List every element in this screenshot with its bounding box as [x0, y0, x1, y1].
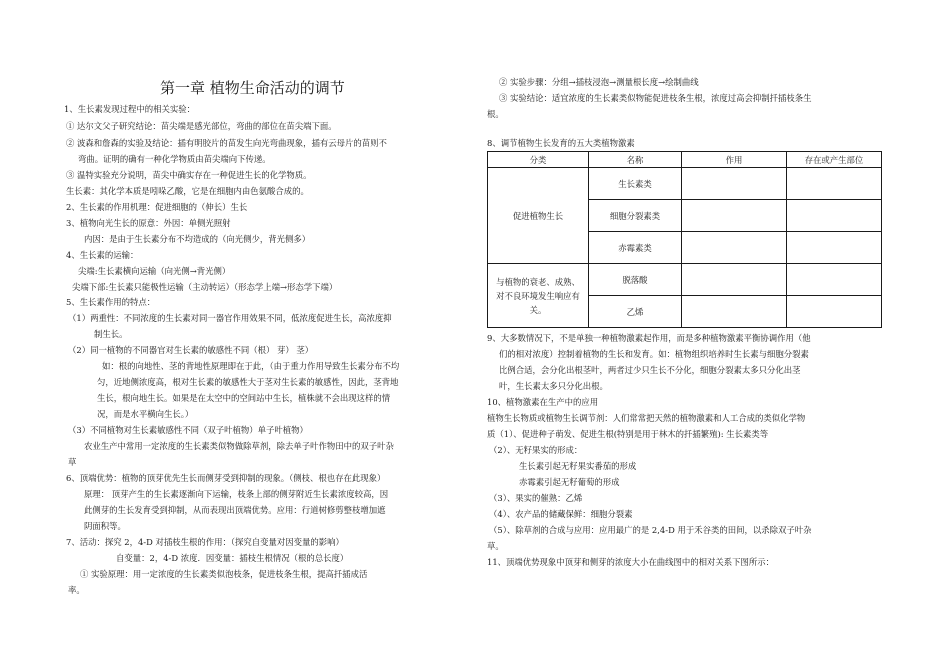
- right-line: 草。: [487, 541, 504, 551]
- left-line: 此侧芽的生长发育受到抑制，从而表现出顶端优势。应用：行道树修剪整枝增加遮: [84, 505, 386, 515]
- table-location-cell: [787, 168, 882, 200]
- right-line: ② 实验步骤：分组→插枝浸泡→测量根长度→绘制曲线: [499, 77, 699, 87]
- left-line: （1）两重性：不同浓度的生长素对同一器官作用效果不同，低浓度促进生长，高浓度抑: [68, 313, 392, 323]
- right-line: 质（1）、促进种子萌发、促进生根(特别是用于林木的扦插繁殖): 生长素类等: [487, 429, 769, 439]
- section-6-heading: 6、顶端优势：植物的顶芽优先生长而侧芽受到抑制的现象。（侧枝、根也存在此现象）: [66, 473, 386, 483]
- section-2-heading: 2、生长素的作用机理：促进细胞的（伸长）生长: [66, 202, 248, 212]
- left-line: 农业生产中常用一定浓度的生长素类似物做除草剂，除去单子叶作物田中的双子叶杂: [84, 441, 394, 451]
- left-line: 匀，近地侧浓度高，根对生长素的敏感性大于茎对生长素的敏感性，因此，茎背地: [97, 377, 399, 387]
- table-hormone-name: 赤霉素类: [589, 232, 682, 264]
- table-effect-cell: [682, 232, 787, 264]
- right-line: 比例合适，会分化出根茎叶，两者过少只生长不分化，细胞分裂素太多只分化出茎: [499, 365, 801, 375]
- left-line: 自变量：2，4-D 浓度．因变量：插枝生根情况（根的总长度）: [116, 553, 349, 563]
- right-line: 植物生长物质或植物生长调节剂：人们常常把天然的植物激素和人工合成的类似化学物: [487, 413, 806, 423]
- table-category-cell: [488, 264, 589, 328]
- section-1-heading: 1、生长素发现过程中的相关实验：: [64, 104, 195, 114]
- right-line: 生长素引起无籽果实番茄的形成: [519, 461, 637, 471]
- right-line: 根。: [487, 109, 504, 119]
- section-3-heading: 3、植物向光生长的原意：外因：单侧光照射: [66, 218, 231, 228]
- left-line: 生长，根向地生长。如果是在太空中的空间站中生长，植株就不会出现这样的情: [97, 393, 391, 403]
- table-hormone-name: 乙烯: [589, 296, 682, 328]
- table-category-cell: 促进植物生长: [488, 168, 589, 264]
- left-line: 率。: [68, 585, 85, 595]
- right-line: （3）、果实的催熟：乙烯: [489, 493, 583, 503]
- table-header-row: [488, 152, 882, 168]
- section-5-heading: 5、生长素作用的特点：: [66, 297, 156, 307]
- hormone-table: [487, 151, 882, 328]
- table-header-cell: 分类: [488, 152, 589, 168]
- left-line: 尖端:生长素横向运输（向光侧→背光侧）: [78, 266, 231, 276]
- section-7-heading: 7、活动：探究 2，4-D 对插枝生根的作用：（探究自变量对因变量的影响）: [66, 537, 344, 547]
- left-line: （3）不同植物对生长素敏感性不同（双子叶植物）单子叶植物）: [68, 425, 308, 435]
- table-effect-cell: [682, 296, 787, 328]
- left-line: 如：根的向地性、茎的背地性原理即在于此，（由于重力作用导致生长素分布不均: [102, 361, 400, 371]
- table-location-cell: [787, 200, 882, 232]
- table-effect-cell: [682, 168, 787, 200]
- left-line: 弯曲。证明的确有一种化学物质由苗尖端向下传递。: [78, 154, 271, 164]
- left-line: 生长素：其化学本质是吲哚乙酸，它是在细胞内由色氨酸合成的。: [66, 186, 309, 196]
- left-line: 阴面积等。: [84, 521, 126, 531]
- left-line: 制生长。: [94, 329, 128, 339]
- left-line: ① 实验原理：用一定浓度的生长素类似泡枝条，促进枝条生根，提高扦插成活: [80, 569, 368, 579]
- left-line: 草: [68, 457, 77, 467]
- right-line: ③ 实验结论：适宜浓度的生长素类似物能促进枝条生根，浓度过高会抑制扦插枝条生: [499, 93, 812, 103]
- table-location-cell: [787, 296, 882, 328]
- table-row: [488, 168, 882, 200]
- right-line: （4）、农产品的储藏保鲜：细胞分裂素: [489, 509, 633, 519]
- left-line: ① 达尔文父子研究结论：苗尖端是感光部位，弯曲的部位在苗尖端下面。: [66, 121, 337, 131]
- page-title: 第一章 植物生命活动的调节: [160, 79, 345, 97]
- table-hormone-name: 脱落酸: [589, 264, 682, 296]
- table-hormone-name: 生长素类: [589, 168, 682, 200]
- left-line: （2）同一植物的不同器官对生长素的敏感性不同（根） 芽） 茎）: [68, 345, 314, 355]
- right-line: （5）、除草剂的合成与应用：应用最广的是 2,4-D 用于禾谷类的田间，以杀除双子叶杂: [489, 525, 812, 535]
- table-location-cell: [787, 264, 882, 296]
- right-line: （2）、无籽果实的形成：: [489, 445, 583, 455]
- right-line: 们的相对浓度）控制着植物的生长和发育。如：植物组织培养时生长素与细胞分裂素: [499, 349, 809, 359]
- table-effect-cell: [682, 200, 787, 232]
- section-10-heading: 10、植物激素在生产中的应用: [487, 397, 599, 407]
- left-line: ③ 温特实验充分说明，苗尖中确实存在一种促进生长的化学物质。: [66, 170, 312, 180]
- left-line: 原理： 顶芽产生的生长素逐渐向下运输，枝条上部的侧芽附近生长素浓度较高，因: [84, 489, 389, 499]
- right-line: 叶，生长素太多只分化出根。: [499, 381, 608, 391]
- section-4-heading: 4、生长素的运输：: [66, 250, 139, 260]
- section-11-heading: 11、顶端优势现象中顶芽和侧芽的浓度大小在曲线图中的相对关系下图所示：: [487, 557, 775, 567]
- section-9-heading: 9、大多数情况下，不是单独一种植物激素起作用，而是多种植物激素平衡协调作用（他: [487, 333, 811, 343]
- table-header-cell: 作用: [682, 152, 787, 168]
- left-line: 内因：是由于生长素分布不均造成的（向光侧少，背光侧多）: [84, 234, 311, 244]
- left-line: ② 波森和詹森的实验及结论：插有明胶片的苗发生向光弯曲现象，插有云母片的苗则不: [66, 138, 387, 148]
- table-row: [488, 264, 882, 296]
- table-category-text: 与植物的衰老、成熟、对不良环境发生响应有关。: [496, 276, 580, 315]
- right-line: 赤霉素引起无籽葡萄的形成: [519, 477, 620, 487]
- table-location-cell: [787, 232, 882, 264]
- table-hormone-name: 细胞分裂素类: [589, 200, 682, 232]
- section-8-heading: 8、调节植物生长发育的五大类植物激素: [487, 138, 635, 148]
- table-effect-cell: [682, 264, 787, 296]
- left-line: 尖端下部:生长素只能极性运输（主动转运）（形态学上端→形态学下端）: [72, 282, 338, 292]
- table-header-cell: 存在或产生部位: [787, 152, 882, 168]
- table-header-cell: 名称: [589, 152, 682, 168]
- left-line: 况，而是水平横向生长。）: [97, 409, 194, 419]
